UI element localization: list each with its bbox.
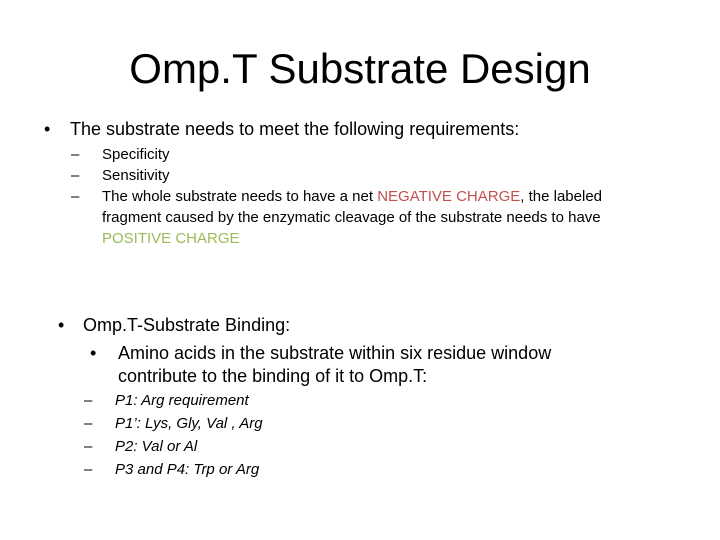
- residue-p2: P2: Val or Al: [115, 438, 198, 455]
- requirements-bullet: [44, 118, 519, 141]
- dash-icon: –: [84, 438, 93, 455]
- dash-icon: –: [84, 415, 93, 432]
- binding-description-line1: Amino acids in the substrate within six residue window: [118, 343, 552, 363]
- charge-text-line2: fragment caused by the enzymatic cleavage of the substrate needs to have: [102, 209, 601, 226]
- list-item: [71, 144, 691, 165]
- bullet-icon: •: [58, 315, 65, 335]
- binding-description-line2: contribute to the binding of it to Omp.T:: [118, 366, 428, 386]
- requirement-sensitivity: Sensitivity: [102, 167, 170, 184]
- binding-description: [118, 342, 638, 388]
- dash-icon: –: [84, 461, 93, 478]
- charge-text-part1: The whole substrate needs to have a net: [102, 188, 378, 205]
- binding-bullet: [58, 314, 290, 337]
- list-item: [71, 165, 691, 186]
- charge-text-part2: , the labeled: [520, 188, 603, 205]
- binding-sub-bullet: [90, 342, 638, 388]
- list-item: [84, 412, 604, 435]
- requirement-charge: [102, 186, 662, 249]
- residue-p1-prime: P1’: Lys, Gly, Val , Arg: [115, 415, 263, 432]
- list-item: [84, 389, 604, 412]
- list-item: [84, 458, 604, 481]
- requirements-list: [71, 144, 691, 249]
- slide-title: Omp.T Substrate Design: [129, 45, 591, 92]
- dash-icon: –: [71, 167, 80, 184]
- residue-p1: P1: Arg requirement: [115, 392, 249, 409]
- list-item: [71, 186, 691, 249]
- list-item: [84, 435, 604, 458]
- binding-heading: Omp.T-Substrate Binding:: [83, 315, 291, 335]
- requirements-heading: The substrate needs to meet the following requirements:: [70, 119, 520, 139]
- requirement-specificity: Specificity: [102, 146, 170, 163]
- dash-icon: –: [71, 146, 80, 163]
- positive-charge-label: POSITIVE CHARGE: [102, 230, 240, 247]
- bullet-icon: •: [44, 119, 51, 139]
- negative-charge-label: NEGATIVE CHARGE: [377, 188, 521, 205]
- dash-icon: –: [71, 188, 80, 205]
- bullet-icon: •: [90, 343, 97, 363]
- residue-p3-p4: P3 and P4: Trp or Arg: [115, 461, 260, 478]
- dash-icon: –: [84, 392, 93, 409]
- residue-list: [84, 389, 604, 481]
